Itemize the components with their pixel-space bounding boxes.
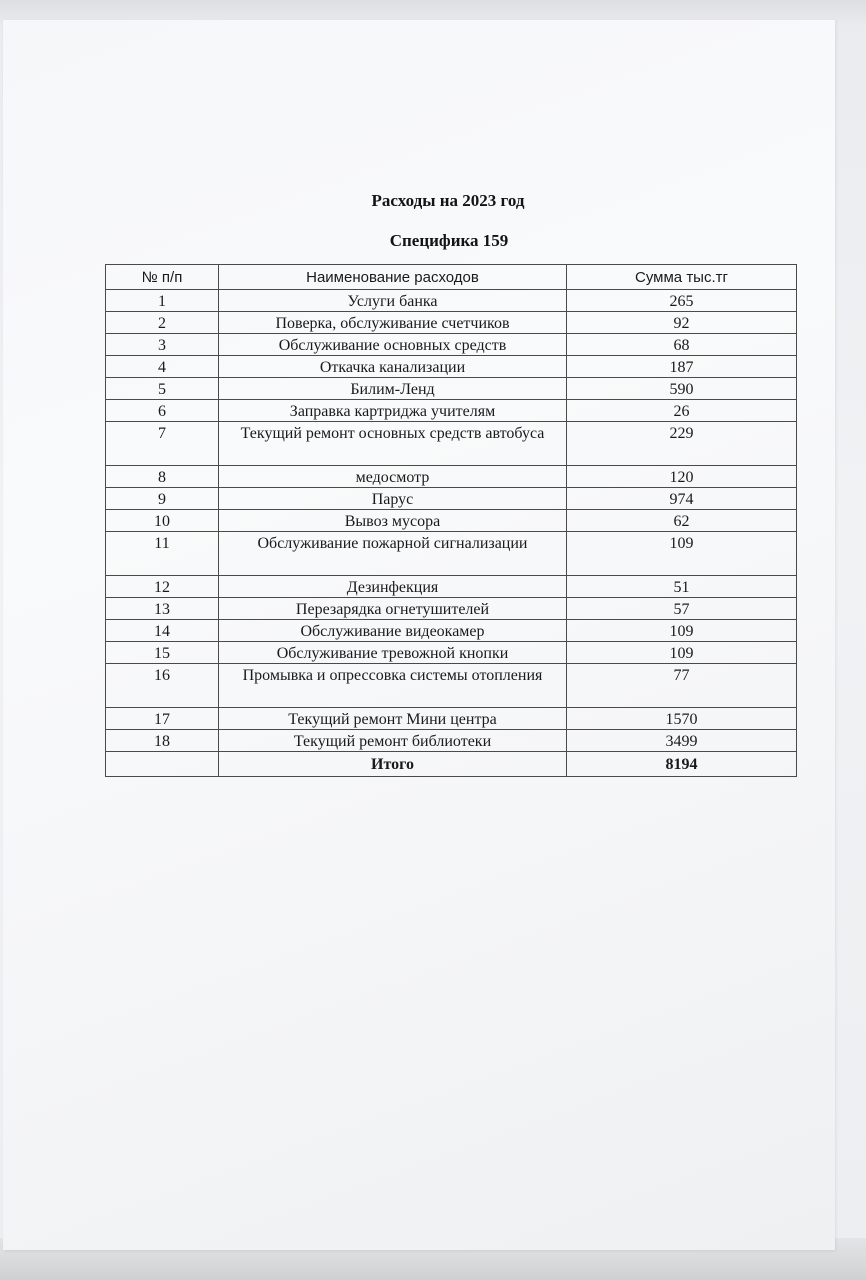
row-number: 10 [106, 510, 219, 532]
row-number: 4 [106, 356, 219, 378]
row-name: Перезарядка огнетушителей [219, 598, 567, 620]
table-header-row [106, 265, 797, 290]
row-number: 6 [106, 400, 219, 422]
row-name: Обслуживание видеокамер [219, 620, 567, 642]
row-name: медосмотр [219, 466, 567, 488]
row-sum: 57 [567, 598, 797, 620]
row-name: Заправка картриджа учителям [219, 400, 567, 422]
row-number: 8 [106, 466, 219, 488]
row-number: 16 [106, 664, 219, 708]
row-sum: 187 [567, 356, 797, 378]
row-number: 11 [106, 532, 219, 576]
table-row [106, 664, 797, 708]
table-row [106, 598, 797, 620]
row-sum: 109 [567, 620, 797, 642]
row-name: Текущий ремонт основных средств автобуса [219, 422, 567, 466]
row-number: 17 [106, 708, 219, 730]
table-row [106, 510, 797, 532]
table-row [106, 620, 797, 642]
row-name: Откачка канализации [219, 356, 567, 378]
row-sum: 120 [567, 466, 797, 488]
row-name: Обслуживание пожарной сигнализации [219, 532, 567, 576]
table-row [106, 488, 797, 510]
table-row [106, 290, 797, 312]
row-sum: 265 [567, 290, 797, 312]
row-number: 18 [106, 730, 219, 752]
row-number: 14 [106, 620, 219, 642]
paper-sheet [3, 20, 835, 1250]
row-number: 2 [106, 312, 219, 334]
table-row [106, 356, 797, 378]
table-row [106, 532, 797, 576]
row-name: Промывка и опрессовка системы отопления [219, 664, 567, 708]
header-name: Наименование расходов [219, 265, 567, 290]
row-sum: 68 [567, 334, 797, 356]
row-sum: 1570 [567, 708, 797, 730]
row-sum: 62 [567, 510, 797, 532]
document-subtitle: Специфика 159 [389, 231, 509, 250]
row-name: Парус [219, 488, 567, 510]
table-row [106, 730, 797, 752]
table-row [106, 642, 797, 664]
row-name: Текущий ремонт Мини центра [219, 708, 567, 730]
total-row [106, 752, 797, 777]
total-sum: 8194 [567, 752, 797, 777]
row-name: Текущий ремонт библиотеки [219, 730, 567, 752]
document-title: Расходы на 2023 год [371, 191, 525, 210]
table-row [106, 708, 797, 730]
row-sum: 92 [567, 312, 797, 334]
row-sum: 109 [567, 532, 797, 576]
row-sum: 3499 [567, 730, 797, 752]
table-row [106, 312, 797, 334]
table-row [106, 334, 797, 356]
table-row [106, 466, 797, 488]
row-number: 12 [106, 576, 219, 598]
row-sum: 26 [567, 400, 797, 422]
row-name: Услуги банка [219, 290, 567, 312]
expense-table [105, 264, 797, 777]
row-sum: 109 [567, 642, 797, 664]
total-empty-cell [106, 752, 219, 777]
row-sum: 229 [567, 422, 797, 466]
table-row [106, 400, 797, 422]
row-name: Поверка, обслуживание счетчиков [219, 312, 567, 334]
row-name: Дезинфекция [219, 576, 567, 598]
row-number: 5 [106, 378, 219, 400]
row-sum: 51 [567, 576, 797, 598]
table-row [106, 576, 797, 598]
table-row [106, 378, 797, 400]
row-number: 3 [106, 334, 219, 356]
row-name: Вывоз мусора [219, 510, 567, 532]
row-name: Обслуживание тревожной кнопки [219, 642, 567, 664]
row-number: 7 [106, 422, 219, 466]
row-sum: 590 [567, 378, 797, 400]
row-sum: 77 [567, 664, 797, 708]
row-name: Билим-Ленд [219, 378, 567, 400]
row-number: 13 [106, 598, 219, 620]
row-number: 1 [106, 290, 219, 312]
header-sum: Сумма тыс.тг [567, 265, 797, 290]
row-sum: 974 [567, 488, 797, 510]
total-label: Итого [219, 752, 567, 777]
row-name: Обслуживание основных средств [219, 334, 567, 356]
row-number: 9 [106, 488, 219, 510]
row-number: 15 [106, 642, 219, 664]
header-number: № п/п [106, 265, 219, 290]
table-row [106, 422, 797, 466]
